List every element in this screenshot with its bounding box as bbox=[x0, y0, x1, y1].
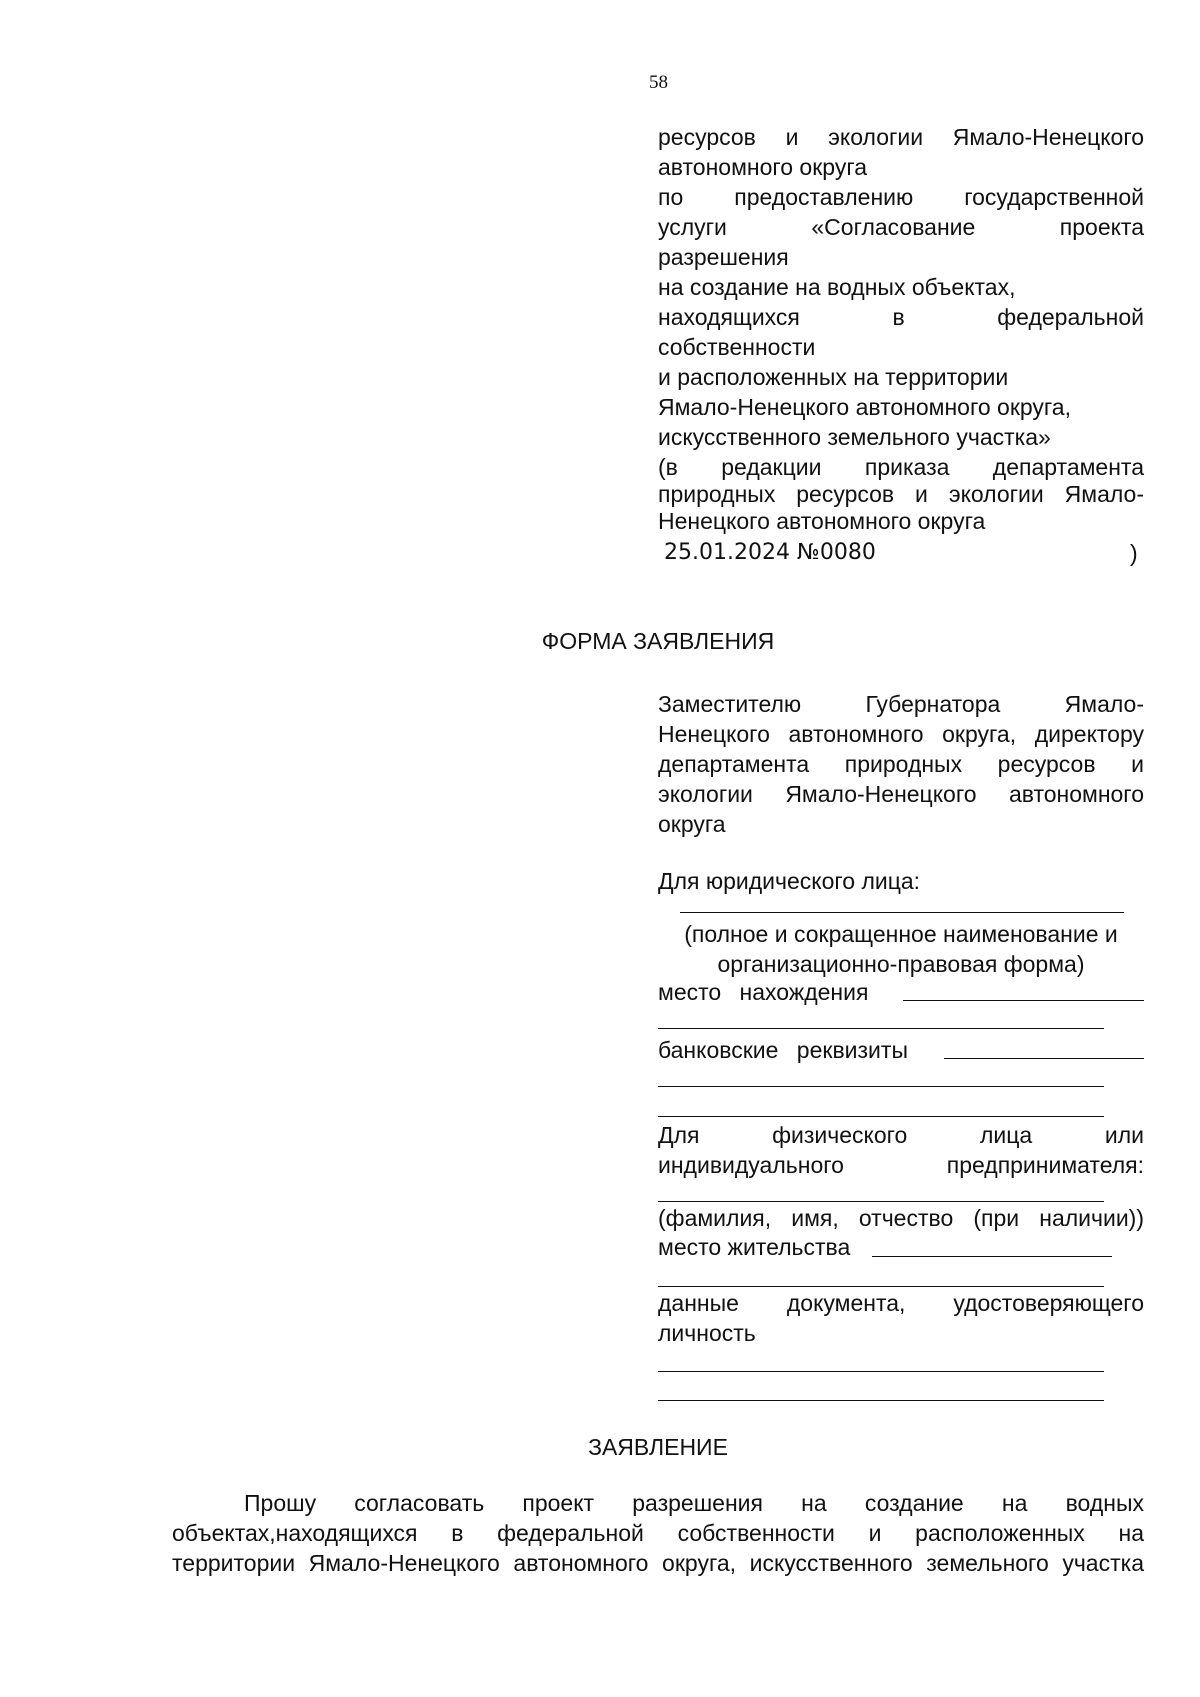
addressee-line: округа bbox=[658, 811, 726, 837]
header-line: находящихся в федеральной bbox=[658, 304, 1144, 330]
addressee-line: Ненецкого автономного округа, директору bbox=[658, 721, 1144, 747]
id-document bbox=[658, 1288, 1144, 1348]
form-title: ФОРМА ЗАЯВЛЕНИЯ bbox=[541, 628, 775, 654]
addressee bbox=[658, 689, 1144, 839]
residence-line-2[interactable] bbox=[658, 1286, 1104, 1287]
statement-line: территории Ямало-Ненецкого автономного округа, искусственного земельного участка bbox=[172, 1550, 1144, 1576]
header-line: искусственного земельного участка» bbox=[658, 424, 1051, 450]
id-document-line-1[interactable] bbox=[658, 1371, 1104, 1372]
close-paren: ) bbox=[1130, 540, 1138, 566]
individual-heading-line: Для физического лица или bbox=[658, 1122, 1144, 1148]
full-name-note: (фамилия, имя, отчество (при наличии)) bbox=[658, 1205, 1144, 1231]
header-line: Ненецкого автономного округа bbox=[658, 508, 986, 534]
location-line[interactable] bbox=[903, 1000, 1144, 1001]
full-name-line[interactable] bbox=[658, 1201, 1104, 1202]
individual-heading bbox=[658, 1120, 1144, 1180]
bank-line-2[interactable] bbox=[658, 1086, 1104, 1087]
residence-row bbox=[658, 1232, 850, 1262]
bank-label: банковские реквизиты bbox=[658, 1037, 908, 1063]
legal-name-note: (полное и сокращенное наименование и bbox=[684, 921, 1118, 947]
header-line: собственности bbox=[658, 334, 816, 360]
id-document-line: данные документа, удостоверяющего bbox=[658, 1290, 1144, 1316]
header-line: на создание на водных объектах, bbox=[658, 274, 1016, 300]
bank-row bbox=[658, 1035, 908, 1065]
header-line: услуги «Согласование проекта bbox=[658, 214, 1144, 240]
location-row bbox=[658, 977, 868, 1007]
addressee-line: департамента природных ресурсов и bbox=[658, 751, 1144, 777]
location-line-2[interactable] bbox=[658, 1028, 1104, 1029]
header-line: и расположенных на территории bbox=[658, 364, 1009, 390]
statement-title: ЗАЯВЛЕНИЕ bbox=[588, 1434, 728, 1460]
legal-name-line[interactable] bbox=[680, 912, 1124, 913]
legal-entity-heading: Для юридического лица: bbox=[658, 868, 921, 894]
order-date-number: 25.01.2024 №0080 bbox=[664, 540, 876, 565]
page-number: 58 bbox=[649, 72, 668, 93]
bank-line[interactable] bbox=[944, 1058, 1144, 1059]
statement-line: объектах,находящихся в федеральной собственности и расположенных на bbox=[172, 1520, 1144, 1546]
header-line: ресурсов и экологии Ямало-Ненецкого bbox=[658, 124, 1144, 150]
addressee-line: экологии Ямало-Ненецкого автономного bbox=[658, 781, 1144, 807]
location-label: место нахождения bbox=[658, 979, 869, 1005]
residence-label: место жительства bbox=[658, 1234, 851, 1260]
id-document-line: личность bbox=[658, 1320, 756, 1346]
header-line: автономного округа bbox=[658, 154, 867, 180]
header-line: по предоставлению государственной bbox=[658, 184, 1144, 210]
individual-heading-line: индивидуального предпринимателя: bbox=[658, 1152, 1144, 1178]
statement-body bbox=[172, 1488, 1144, 1578]
header-reference bbox=[658, 122, 1144, 535]
addressee-line: Заместителю Губернатора Ямало- bbox=[658, 691, 1144, 717]
header-line: Ямало-Ненецкого автономного округа, bbox=[658, 394, 1071, 420]
statement-line: Прошу согласовать проект разрешения на создание на водных bbox=[244, 1490, 1144, 1516]
header-line: (в редакции приказа департамента bbox=[658, 454, 1144, 480]
id-document-line-2[interactable] bbox=[658, 1400, 1104, 1401]
header-line: разрешения bbox=[658, 244, 789, 270]
header-line: природных ресурсов и экологии Ямало- bbox=[658, 481, 1144, 507]
bank-line-3[interactable] bbox=[658, 1116, 1104, 1117]
legal-name-note: организационно-правовая форма) bbox=[717, 951, 1085, 977]
residence-line[interactable] bbox=[872, 1256, 1112, 1257]
